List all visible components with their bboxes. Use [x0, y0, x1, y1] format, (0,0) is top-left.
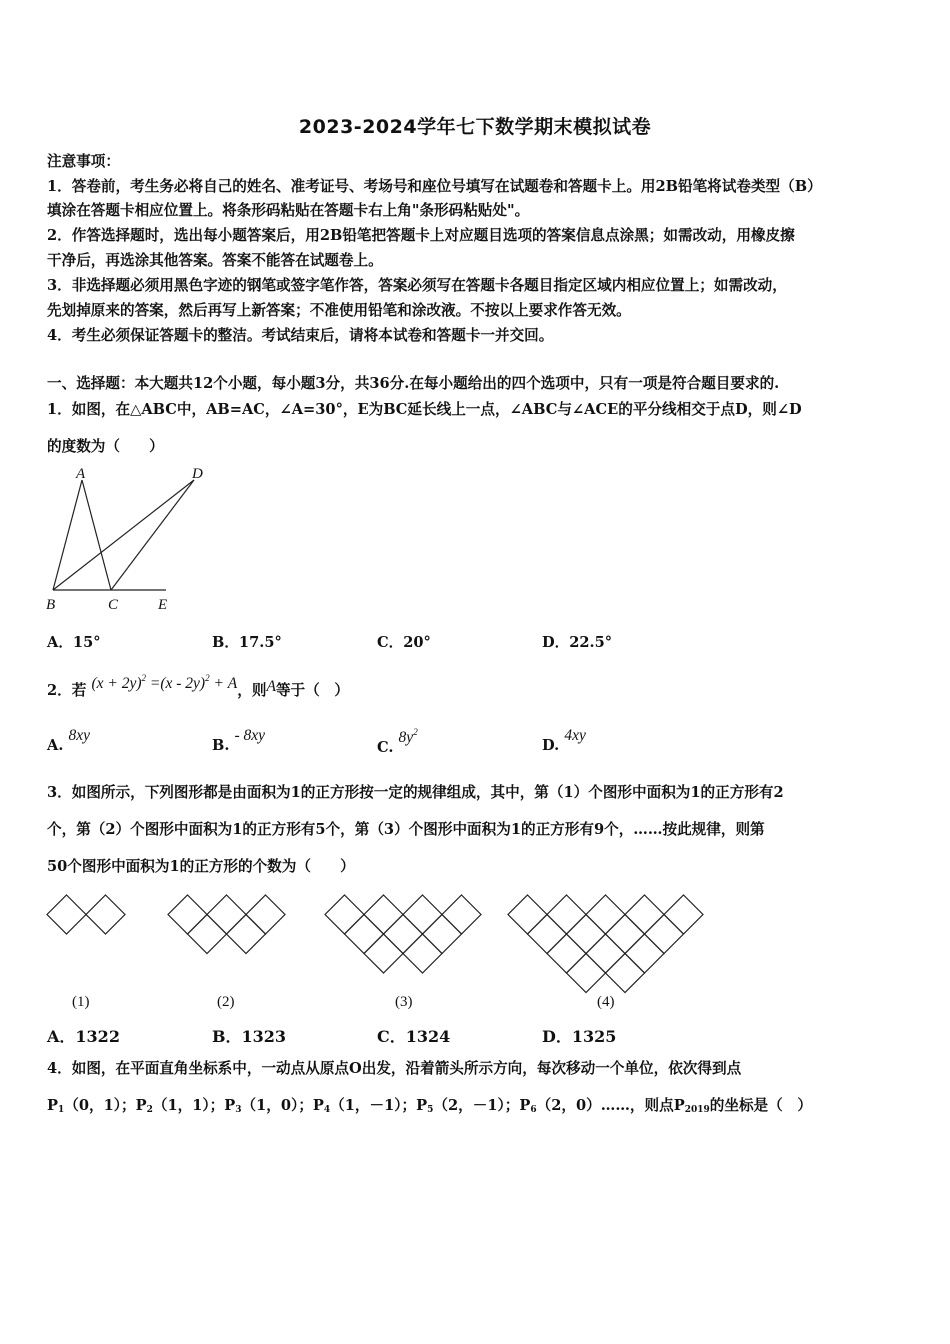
- unit-square-fig4: [586, 934, 625, 973]
- unit-square-fig4: [547, 934, 586, 973]
- unit-square-fig4: [586, 895, 625, 934]
- label-c: C: [108, 597, 119, 613]
- q3-figure-label-4: (4): [597, 994, 615, 1010]
- q3-stem: 个，第（2）个图形中面积为1的正方形有5个，第（3）个图形中面积为1的正方形有9个，……按此规律，则第: [47, 821, 765, 838]
- q4-point: $P_4(1$，－1）；: [312, 1097, 417, 1115]
- q4-point: $P_3(1$，0）；: [224, 1097, 313, 1115]
- q3-stem: 3．如图所示，下列图形都是由面积为1的正方形按一定的规律组成，其中，第（1）个图形中面积为1的正方形有2: [47, 784, 784, 801]
- q3-figure-label-1: (1): [72, 994, 90, 1010]
- label-d: D: [192, 466, 203, 482]
- unit-square-fig2: [188, 915, 227, 954]
- q4-target-point: $P_{2019}$: [673, 1097, 710, 1115]
- q4-point: $P_1(0$，1）；: [47, 1097, 136, 1115]
- q4-point: $P_5(2$，－1）；: [416, 1097, 520, 1115]
- unit-square-fig4: [567, 915, 606, 954]
- unit-square-fig4: [625, 934, 664, 973]
- label-e: E: [158, 597, 168, 613]
- q2-equation: $(x + 2y)^2 =(x - 2y)^2 + A$: [91, 673, 238, 692]
- unit-square-fig4: [528, 915, 567, 954]
- q3-stem: 50个图形中面积为1的正方形的个数为（ ）: [47, 858, 355, 875]
- unit-square-fig2: [207, 895, 246, 934]
- q2-mid: ，则: [237, 682, 267, 699]
- q3-option-b[interactable]: B．1323: [212, 1027, 287, 1046]
- q4-point: $P_2(1$，1）；: [135, 1097, 225, 1115]
- label-b: B: [46, 597, 56, 613]
- q3-figure-label-3: (3): [395, 994, 413, 1010]
- q2-suffix: 等于（ ）: [275, 682, 349, 699]
- q4-points-line: [47, 1096, 812, 1120]
- unit-square-fig4: [547, 895, 586, 934]
- q1-option-b[interactable]: B．17.5°: [212, 634, 282, 651]
- q1-option-a[interactable]: A．15°: [47, 634, 101, 651]
- q1-option-d[interactable]: D．22.5°: [542, 634, 613, 651]
- unit-square-fig4: [664, 895, 703, 934]
- q4-point: $P_6(2$，0）……，则点: [519, 1097, 674, 1115]
- notice-line: 填涂在答题卡相应位置上。将条形码粘贴在答题卡右上角"条形码粘贴处"。: [47, 202, 530, 219]
- unit-square-fig4: [606, 954, 645, 993]
- unit-square-fig4: [606, 915, 645, 954]
- unit-square-fig4: [625, 895, 664, 934]
- unit-square-fig1: [86, 895, 125, 934]
- notice-line: 干净后，再选涂其他答案。答案不能答在试题卷上。: [47, 252, 383, 269]
- unit-square-fig2: [227, 915, 266, 954]
- q2-prefix: 2．若: [47, 682, 87, 699]
- q1-triangle-figure: [40, 462, 220, 617]
- segment-ac: [82, 480, 111, 590]
- page-title: 2023-2024学年七下数学期末模拟试卷: [298, 116, 652, 138]
- unit-square-fig2: [246, 895, 285, 934]
- unit-square-fig2: [168, 895, 207, 934]
- unit-square-fig4: [645, 915, 684, 954]
- unit-square-fig3: [325, 895, 364, 934]
- q2-option-a[interactable]: A. 8xy: [47, 727, 91, 754]
- unit-square-fig1: [47, 895, 86, 934]
- segment-ab: [53, 480, 82, 590]
- q4-tail: 的坐标是（ ）: [709, 1097, 812, 1114]
- label-a: A: [76, 466, 86, 482]
- unit-square-fig3: [442, 895, 481, 934]
- q4-stem: 4．如图，在平面直角坐标系中，一动点从原点O出发，沿着箭头所示方向，每次移动一个单位，依次得到点: [47, 1060, 742, 1077]
- unit-square-fig4: [567, 954, 606, 993]
- notice-line: 先划掉原来的答案，然后再写上新答案；不准使用铅笔和涂改液。不按以上要求作答无效。: [47, 302, 631, 319]
- unit-square-fig3: [364, 895, 403, 934]
- q1-option-c[interactable]: C．20°: [377, 634, 431, 651]
- unit-square-fig4: [508, 895, 547, 934]
- unit-square-fig3: [403, 934, 442, 973]
- q2-var: A: [266, 678, 276, 695]
- notice-line: 3．非选择题必须用黑色字迹的钢笔或签字笔作答，答案必须写在答题卡各题目指定区域内相应位置上；如需改动，: [47, 277, 787, 294]
- q3-option-c[interactable]: C．1324: [377, 1027, 451, 1046]
- unit-square-fig3: [423, 915, 462, 954]
- unit-square-fig3: [345, 915, 384, 954]
- q3-figure-label-2: (2): [217, 994, 235, 1010]
- unit-square-fig3: [403, 895, 442, 934]
- q3-pattern-figures: [0, 880, 950, 1020]
- q3-option-d[interactable]: D．1325: [542, 1027, 617, 1046]
- section-heading: 一、选择题：本大题共12个小题，每小题3分，共36分.在每小题给出的四个选项中，只有一项是符合题目要求的.: [47, 375, 780, 392]
- q2-option-b[interactable]: B. - 8xy: [212, 727, 266, 754]
- q2-stem: [47, 675, 349, 701]
- q1-stem: 的度数为（ ）: [47, 438, 164, 455]
- q3-option-a[interactable]: A．1322: [47, 1027, 120, 1046]
- q2-option-d[interactable]: D. 4xy: [542, 727, 586, 754]
- q1-stem: 1．如图，在△ABC中，AB=AC，∠A=30°，E为BC延长线上一点，∠ABC与∠ACE的平分线相交于点D，则∠D: [47, 401, 802, 418]
- q2-option-c[interactable]: C. $8y^2$: [377, 727, 418, 756]
- notice-heading: 注意事项：: [47, 153, 120, 170]
- unit-square-fig3: [384, 915, 423, 954]
- notice-line: 4．考生必须保证答题卡的整洁。考试结束后，请将本试卷和答题卡一并交回。: [47, 327, 554, 344]
- notice-line: 2．作答选择题时，选出每小题答案后，用2B铅笔把答题卡上对应题目选项的答案信息点涂黑；如需改动，用橡皮擦: [47, 227, 795, 244]
- notice-line: 1．答卷前，考生务必将自己的姓名、准考证号、考场号和座位号填写在试题卷和答题卡上。用2B铅笔将试卷类型（B）: [47, 178, 822, 195]
- unit-square-fig3: [364, 934, 403, 973]
